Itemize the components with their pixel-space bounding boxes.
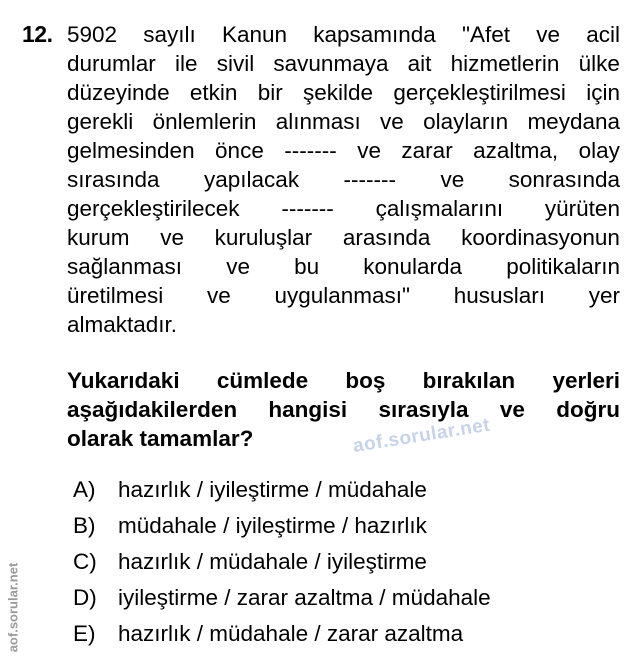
word: yerleri bbox=[552, 368, 620, 393]
stem-line bbox=[67, 165, 620, 194]
word: konularda bbox=[363, 254, 463, 279]
watermark-side: aof.sorular.net bbox=[5, 562, 21, 653]
word: ------- bbox=[281, 196, 334, 221]
word: ve bbox=[357, 138, 381, 163]
word: yapılacak bbox=[204, 167, 300, 192]
option-text: iyileştirme / zarar azaltma / müdahale bbox=[118, 585, 491, 610]
word: ülke bbox=[578, 51, 620, 76]
word: bu bbox=[294, 254, 320, 279]
word: acil bbox=[586, 22, 620, 47]
word: 5902 bbox=[67, 22, 118, 47]
stem-line bbox=[67, 194, 620, 223]
word: cümlede bbox=[216, 368, 309, 393]
word: alınması bbox=[275, 109, 361, 134]
word: sivil bbox=[216, 51, 255, 76]
stem-line bbox=[67, 49, 620, 78]
question-number: 12. bbox=[22, 21, 53, 47]
word: ve bbox=[440, 167, 465, 192]
word: olayların bbox=[423, 109, 509, 134]
question-prompt bbox=[67, 366, 620, 453]
word: düzeyinde bbox=[67, 80, 170, 105]
word: sayılı bbox=[143, 22, 196, 47]
word: gerçekleştirilmesi bbox=[393, 80, 566, 105]
word: politikaların bbox=[506, 254, 620, 279]
word: kuruluşlar bbox=[214, 225, 313, 250]
word: gerçekleştirilecek bbox=[67, 196, 240, 221]
word: Yukarıdaki bbox=[67, 368, 180, 393]
watermark-center: aof.sorular.net bbox=[351, 414, 492, 458]
option-letter: C) bbox=[73, 549, 97, 574]
option-letter: E) bbox=[73, 621, 96, 646]
stem-line bbox=[67, 252, 620, 281]
word: sonrasında bbox=[508, 167, 620, 192]
word: ve bbox=[206, 283, 231, 308]
option-letter: A) bbox=[73, 477, 96, 502]
word: durumlar bbox=[67, 51, 156, 76]
word: şekilde bbox=[303, 80, 374, 105]
word: üretilmesi bbox=[67, 283, 164, 308]
stem-line bbox=[67, 107, 620, 136]
word: "Afet bbox=[462, 22, 511, 47]
word: ve bbox=[160, 225, 184, 250]
option-letter: D) bbox=[73, 585, 97, 610]
word: gelmesinden bbox=[67, 138, 195, 163]
option-text: hazırlık / müdahale / zarar azaltma bbox=[118, 621, 464, 646]
word: azaltma, bbox=[473, 138, 559, 163]
stem-line bbox=[67, 223, 620, 252]
word: önlemlerin bbox=[152, 109, 257, 134]
word: ait bbox=[407, 51, 432, 76]
prompt-line bbox=[67, 366, 620, 395]
question-stem bbox=[67, 20, 620, 339]
word: yürüten bbox=[544, 196, 620, 221]
word: boş bbox=[345, 368, 386, 393]
word: ile bbox=[174, 51, 198, 76]
stem-line bbox=[67, 281, 620, 310]
word: kapsamında bbox=[313, 22, 436, 47]
word: ve bbox=[536, 22, 561, 47]
word: aşağıdakilerden bbox=[67, 397, 238, 422]
word: Kanun bbox=[221, 22, 288, 47]
option-text: müdahale / iyileştirme / hazırlık bbox=[118, 513, 427, 538]
word: hizmetlerin bbox=[450, 51, 560, 76]
word: hususları bbox=[453, 283, 546, 308]
word: gerekli bbox=[67, 109, 134, 134]
word: sırasında bbox=[67, 167, 160, 192]
word: ve bbox=[380, 109, 404, 134]
word: hangisi bbox=[268, 397, 348, 422]
word: arasında bbox=[342, 225, 431, 250]
word: koordinasyonun bbox=[461, 225, 620, 250]
word: için bbox=[586, 80, 620, 105]
word: çalışmalarını bbox=[375, 196, 504, 221]
prompt-line bbox=[67, 395, 620, 424]
word: ------- bbox=[343, 167, 396, 192]
word: önce bbox=[215, 138, 264, 163]
option-letter: B) bbox=[73, 513, 96, 538]
word: kurum bbox=[67, 225, 130, 250]
word: etkin bbox=[189, 80, 238, 105]
stem-line: almaktadır. bbox=[67, 312, 178, 337]
stem-line bbox=[67, 20, 620, 49]
word: sağlanması bbox=[67, 254, 183, 279]
word: olay bbox=[578, 138, 620, 163]
word: bırakılan bbox=[422, 368, 516, 393]
option-text: hazırlık / müdahale / iyileştirme bbox=[118, 549, 427, 574]
stem-line bbox=[67, 136, 620, 165]
stem-line bbox=[67, 78, 620, 107]
word: ------- bbox=[284, 138, 337, 163]
word: doğru bbox=[556, 397, 620, 422]
word: uygulanması" bbox=[274, 283, 411, 308]
option-text: hazırlık / iyileştirme / müdahale bbox=[118, 477, 427, 502]
word: meydana bbox=[527, 109, 620, 134]
word: ve bbox=[499, 397, 525, 422]
word: ve bbox=[226, 254, 250, 279]
word: sırasıyla bbox=[378, 397, 469, 422]
word: savunmaya bbox=[273, 51, 389, 76]
prompt-line: olarak tamamlar? bbox=[67, 426, 254, 451]
word: yer bbox=[588, 283, 620, 308]
word: bir bbox=[257, 80, 283, 105]
word: zarar bbox=[401, 138, 453, 163]
